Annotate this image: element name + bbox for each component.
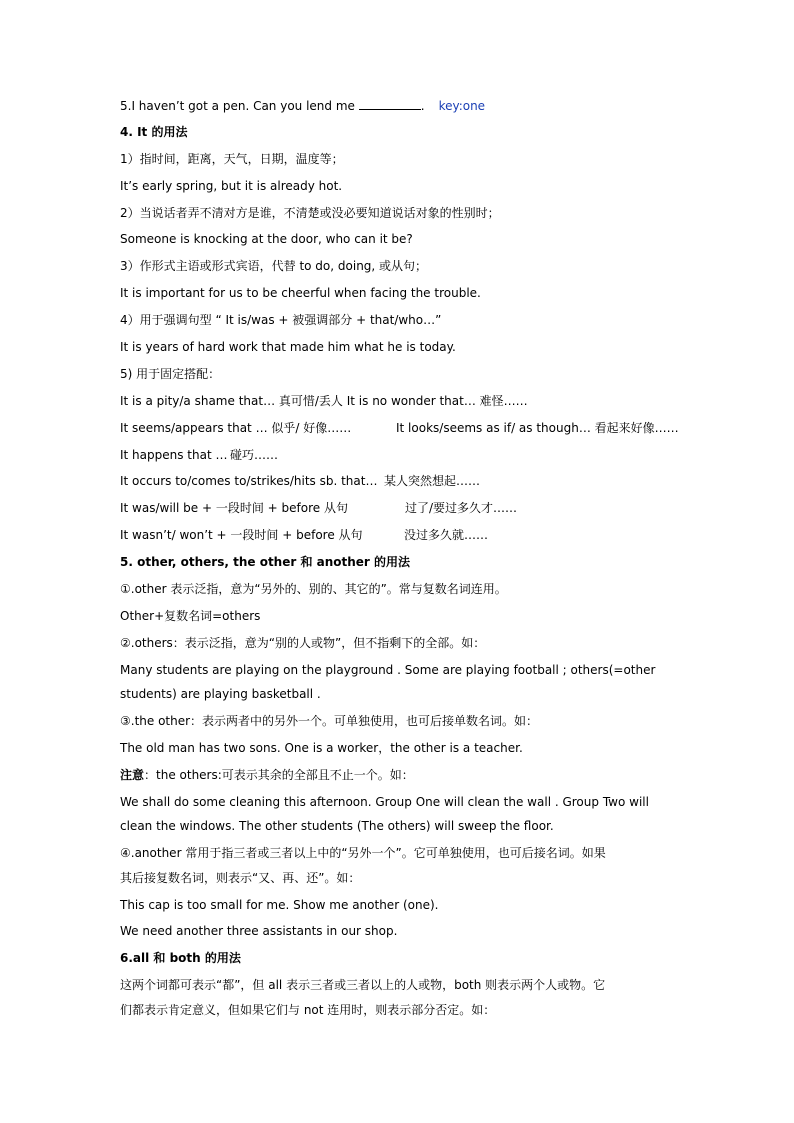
usage-point: ④.another 常用于指三者或三者以上中的“另外一个”。它可单独使用，也可后接名词。如果 [120, 846, 606, 861]
example-sentence: This cap is too small for me. Show me another (one). [120, 897, 439, 912]
section-heading-it: 4. It 的用法 [120, 124, 188, 139]
phrase-part: 某人突然想起…… [384, 474, 481, 489]
phrase-part: 没过多久就…… [404, 528, 489, 543]
example-sentence: students) are playing basketball . [120, 687, 321, 702]
usage-point: 5) 用于固定搭配： [120, 366, 221, 381]
usage-point: Other+复数名词=others [120, 608, 261, 623]
usage-point: 其后接复数名词，则表示“又、再、还”。如： [120, 870, 361, 885]
usage-point: 这两个词都可表示“都”，但 all 表示三者或三者以上的人或物，both 则表示两个人或物。它 [120, 978, 606, 993]
note-text: ：the others:可表示其余的全部且不止一个。如： [144, 767, 414, 782]
sentence-tail: . [420, 99, 425, 113]
phrase-part: It occurs to/comes to/strikes/hits sb. that… [120, 474, 378, 489]
phrase-part: It happens that … [120, 447, 228, 462]
example-sentence [120, 98, 676, 113]
example-sentence: Many students are playing on the playground . Some are playing football ; others(=other [120, 662, 656, 677]
usage-point: ③.the other：表示两者中的另外一个。可单独使用，也可后接单数名词。如： [120, 714, 539, 729]
fixed-phrase [120, 448, 676, 463]
usage-point: ②.others：表示泛指，意为“别的人或物”，但不指剩下的全部。如： [120, 635, 486, 650]
phrase-part: It was/will be + 一段时间 + before 从句 [120, 501, 348, 516]
example-sentence: The old man has two sons. One is a worker，the other is a teacher. [120, 740, 523, 755]
answer-key: key:one [438, 99, 486, 113]
example-sentence: clean the windows. The other students (The others) will sweep the floor. [120, 819, 554, 834]
fixed-phrase [120, 528, 676, 543]
fixed-phrase [120, 501, 676, 516]
fixed-phrase [120, 420, 679, 436]
answer-blank [359, 98, 421, 110]
fixed-phrase: It is a pity/a shame that… 真可惜/丢人 It is no wonder that… 难怪…… [120, 393, 528, 408]
usage-point: ①.other 表示泛指，意为“另外的、别的、其它的”。常与复数名词连用。 [120, 582, 507, 597]
usage-point: 2）当说话者弄不清对方是谁，不清楚或没必要知道说话对象的性别时； [120, 205, 500, 220]
example-sentence: It is important for us to be cheerful when facing the trouble. [120, 286, 481, 301]
section-heading-all-both: 6.all 和 both 的用法 [120, 951, 241, 966]
example-sentence: Someone is knocking at the door, who can it be? [120, 232, 413, 247]
note-line [120, 768, 676, 783]
phrase-part: It looks/seems as if/ as though… 看起来好像…… [396, 420, 679, 435]
usage-point: 3）作形式主语或形式宾语，代替 to do, doing, 或从句； [120, 259, 428, 274]
note-label: 注意 [120, 767, 145, 782]
section-heading-other: 5. other, others, the other 和 another 的用法 [120, 555, 411, 570]
phrase-part: It wasn’t/ won’t + 一段时间 + before 从句 [120, 528, 363, 543]
usage-point: 1）指时间，距离，天气，日期，温度等； [120, 151, 344, 166]
phrase-part: 碰巧…… [230, 447, 279, 462]
fixed-phrase [120, 474, 676, 489]
example-sentence: We need another three assistants in our shop. [120, 924, 398, 939]
document-page [120, 98, 679, 1030]
phrase-part: 过了/要过多久才…… [405, 501, 518, 516]
example-sentence: It’s early spring, but it is already hot. [120, 178, 343, 193]
example-sentence: We shall do some cleaning this afternoon. Group One will clean the wall . Group Two will [120, 794, 649, 809]
example-sentence: It is years of hard work that made him what he is today. [120, 340, 456, 355]
usage-point: 们都表示肯定意义，但如果它们与 not 连用时，则表示部分否定。如： [120, 1002, 496, 1017]
phrase-part: It seems/appears that … 似乎/ 好像…… [120, 420, 352, 435]
sentence-text: 5.I haven’t got a pen. Can you lend me [120, 99, 359, 113]
usage-point: 4）用于强调句型 “ It is/was + 被强调部分 + that/who…” [120, 313, 442, 328]
